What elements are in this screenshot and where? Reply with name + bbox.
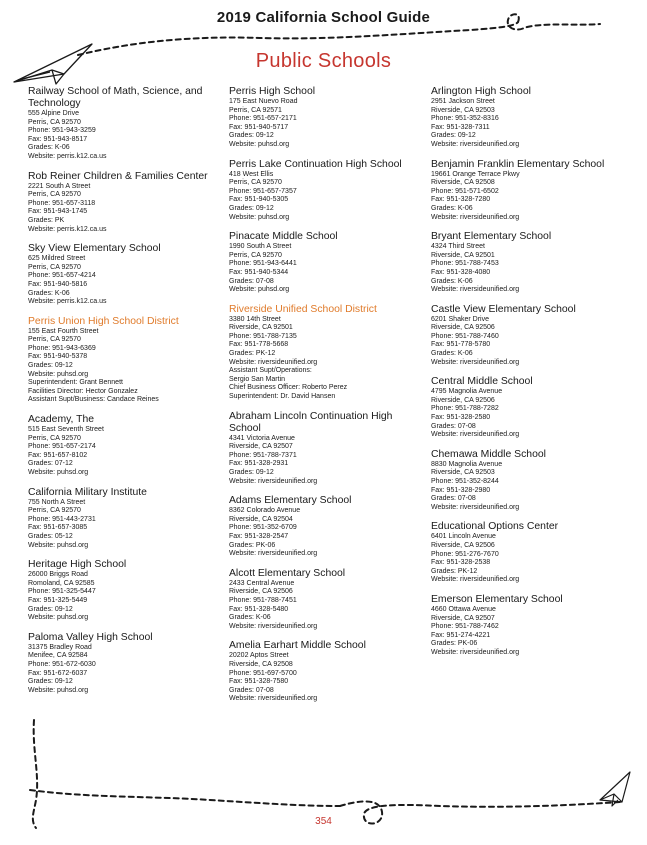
entry-detail-line: Phone: 951-657-7357	[229, 187, 297, 195]
school-name: Chemawa Middle School	[431, 448, 546, 460]
school-entry	[431, 231, 627, 295]
entry-detail-line: Grades: K-06	[431, 277, 473, 285]
entry-detail-line: Phone: 951-788-7453	[431, 260, 499, 268]
entry-detail-line: Website: perris.k12.ca.us	[28, 298, 107, 306]
entry-detail-line: Perris, CA 92571	[229, 106, 282, 114]
school-name: Railway School of Math, Science, and Technology	[28, 86, 203, 109]
school-entry	[28, 243, 224, 307]
entry-detail-line: Grades: 09-12	[28, 678, 73, 686]
school-name: Rob Reiner Children & Families Center	[28, 170, 208, 182]
entry-detail-line: Website: riversideunified.org	[229, 358, 318, 366]
entry-detail-line: Fax: 951-778-5780	[431, 341, 491, 349]
entry-detail-line: Chief Business Officer: Roberto Perez	[229, 384, 348, 392]
entry-detail-line: Phone: 951-943-6441	[229, 260, 297, 268]
entry-detail-line: Website: riversideunified.org	[431, 648, 520, 656]
entry-detail-line: Website: riversideunified.org	[431, 358, 520, 366]
page-number: 354	[315, 816, 332, 827]
school-entry	[431, 304, 627, 368]
entry-detail-line: Grades: PK	[28, 216, 65, 224]
school-name: Heritage High School	[28, 559, 127, 571]
entry-detail-line: 26000 Briggs Road	[28, 571, 88, 579]
entry-detail-line: Fax: 951-657-3085	[28, 524, 88, 532]
entry-detail-line: Fax: 951-940-5344	[229, 268, 289, 276]
entry-detail-line: 1990 South A Street	[229, 243, 292, 251]
school-entry	[28, 86, 224, 162]
entry-detail-line: Grades: K-06	[431, 350, 473, 358]
entry-detail-line: Phone: 951-672-6030	[28, 660, 96, 668]
school-name: Alcott Elementary School	[229, 567, 346, 579]
school-entry	[431, 159, 627, 223]
entry-detail-line: Phone: 951-943-6369	[28, 344, 96, 352]
entry-detail-line: Fax: 951-328-7580	[229, 678, 289, 686]
entry-detail-line: 755 North A Street	[28, 498, 86, 506]
entry-detail-line: Phone: 951-943-3259	[28, 127, 96, 135]
entry-detail-line: 31375 Bradley Road	[28, 643, 92, 651]
entry-detail-line: Fax: 951-328-7311	[431, 123, 490, 131]
school-entry	[28, 632, 224, 696]
entry-detail-line: 175 East Nuevo Road	[229, 98, 298, 105]
school-entry	[431, 86, 627, 150]
entry-detail-line: Website: riversideunified.org	[431, 286, 520, 294]
entry-detail-line: Website: riversideunified.org	[229, 550, 318, 558]
entry-detail-line: Riverside, CA 92508	[431, 179, 495, 187]
entry-detail-line: Fax: 951-940-5305	[229, 196, 289, 204]
entry-detail-line: Grades: 09-12	[28, 605, 73, 613]
page-header-title: 2019 California School Guide	[216, 9, 431, 26]
entry-detail-line: Perris, CA 92570	[28, 118, 81, 126]
entry-detail-line: Riverside, CA 92503	[431, 106, 495, 114]
school-entry	[431, 521, 627, 585]
entry-detail-line: Facilities Director: Hector Gonzalez	[28, 387, 138, 395]
entry-detail-line: 155 East Fourth Street	[28, 327, 99, 335]
entry-detail-line: Phone: 951-788-7282	[431, 405, 499, 413]
school-entry	[229, 86, 425, 150]
entry-detail-line: Phone: 951-352-8316	[431, 115, 499, 123]
entry-detail-line: 4795 Magnolia Avenue	[431, 388, 503, 396]
district-entry	[28, 316, 224, 405]
entry-detail-line: Grades: 09-12	[229, 132, 274, 140]
entry-detail-line: Grades: 05-12	[28, 532, 73, 540]
school-name: Paloma Valley High School	[28, 631, 153, 643]
entry-detail-line: Grades: PK-12	[229, 350, 276, 358]
school-entry	[28, 414, 224, 478]
school-entry	[431, 376, 627, 440]
entry-detail-line: Phone: 951-571-6502	[431, 187, 499, 195]
entry-detail-line: Phone: 951-657-3118	[28, 199, 96, 207]
entry-detail-line: Riverside, CA 92504	[229, 515, 293, 523]
entry-detail-line: Riverside, CA 92506	[229, 588, 293, 596]
entry-detail-line: Grades: 07-08	[431, 422, 476, 430]
school-name: Emerson Elementary School	[431, 593, 563, 605]
entry-detail-line: Grades: 09-12	[28, 362, 73, 370]
entry-detail-line: Fax: 951-328-2931	[229, 460, 289, 468]
entry-detail-line: Phone: 951-657-2171	[229, 115, 297, 123]
school-entry	[229, 231, 425, 295]
entry-detail-line: Grades: K-06	[229, 614, 271, 622]
entry-detail-line: 4341 Victoria Avenue	[229, 434, 295, 442]
entry-detail-line: 2221 South A Street	[28, 182, 91, 190]
entry-detail-line: Grades: 07-12	[28, 460, 73, 468]
entry-detail-line: Website: puhsd.org	[229, 213, 290, 221]
entry-detail-line: Riverside, CA 92507	[229, 443, 293, 451]
entry-detail-line: Grades: PK-06	[431, 640, 478, 648]
entry-detail-line: 6201 Shaker Drive	[431, 315, 489, 323]
entry-detail-line: Website: perris.k12.ca.us	[28, 152, 107, 160]
entry-detail-line: Fax: 951-672-6037	[28, 669, 88, 677]
school-name: Educational Options Center	[431, 521, 559, 533]
entry-detail-line: Perris, CA 92570	[28, 263, 81, 271]
entry-detail-line: Fax: 951-328-4080	[431, 268, 491, 276]
entry-detail-line: Phone: 951-352-6709	[229, 524, 297, 532]
entry-detail-line: 3380 14th Street	[229, 315, 281, 323]
school-name: Adams Elementary School	[229, 495, 352, 507]
entry-detail-line: Fax: 951-778-5668	[229, 341, 289, 349]
entry-detail-line: Romoland, CA 92585	[28, 579, 95, 587]
entry-detail-line: Phone: 951-352-8244	[431, 478, 499, 485]
entry-detail-line: Riverside, CA 92501	[229, 324, 293, 332]
entry-detail-line: Fax: 951-657-8102	[28, 451, 88, 459]
entry-detail-line: Riverside, CA 92506	[431, 541, 495, 549]
entry-detail-line: Website: puhsd.org	[229, 286, 290, 294]
entry-detail-line: Phone: 951-443-2731	[28, 515, 96, 523]
school-entry	[229, 495, 425, 559]
entry-detail-line: 8830 Magnolia Avenue	[431, 460, 503, 468]
entry-detail-line: Riverside, CA 92506	[431, 396, 495, 404]
entry-detail-line: Riverside, CA 92503	[431, 469, 495, 477]
school-entry	[431, 449, 627, 513]
school-name: Arlington High School	[431, 86, 531, 97]
entry-detail-line: Fax: 951-328-5480	[229, 605, 289, 613]
entry-detail-line: 6401 Lincoln Avenue	[431, 533, 496, 541]
entry-detail-line: Phone: 951-697-5700	[229, 669, 297, 677]
school-entry	[28, 171, 224, 235]
entry-detail-line: Riverside, CA 92506	[431, 324, 495, 332]
entry-detail-line: Fax: 951-328-2547	[229, 532, 289, 540]
entry-detail-line: Fax: 951-274-4221	[431, 631, 491, 639]
district-name: Perris Union High School District	[28, 315, 179, 327]
entry-detail-line: Riverside, CA 92501	[431, 251, 495, 259]
entry-detail-line: 2951 Jackson Street	[431, 98, 495, 105]
entry-detail-line: Fax: 951-328-2980	[431, 486, 491, 494]
entry-detail-line: Assistant Supt/Operations:	[229, 367, 312, 375]
entry-detail-line: Phone: 951-788-7460	[431, 332, 499, 340]
school-name: Central Middle School	[431, 376, 533, 388]
entry-detail-line: Website: riversideunified.org	[431, 140, 520, 148]
school-entry	[28, 487, 224, 551]
entry-detail-line: Grades: 07-08	[431, 495, 476, 503]
school-entry	[229, 568, 425, 632]
school-name: Castle View Elementary School	[431, 303, 576, 315]
entry-detail-line: Grades: 09-12	[431, 132, 476, 140]
directory-column-2	[229, 86, 425, 713]
entry-detail-line: Superintendent: Grant Bennett	[28, 379, 123, 387]
entry-detail-line: 20202 Aptos Street	[229, 652, 289, 660]
entry-detail-line: Phone: 951-788-7462	[431, 623, 499, 631]
entry-detail-line: Website: riversideunified.org	[229, 622, 318, 630]
entry-detail-line: Grades: 09-12	[229, 204, 274, 212]
school-name: Bryant Elementary School	[431, 231, 552, 243]
entry-detail-line: Perris, CA 92570	[229, 179, 282, 187]
entry-detail-line: Website: riversideunified.org	[229, 477, 318, 485]
school-name: Benjamin Franklin Elementary School	[431, 158, 605, 170]
entry-detail-line: 19661 Orange Terrace Pkwy	[431, 170, 520, 178]
entry-detail-line: Grades: 07-08	[229, 277, 274, 285]
paper-airplane-icon	[600, 772, 630, 806]
school-name: Perris High School	[229, 86, 316, 97]
school-name: Amelia Earhart Middle School	[229, 640, 366, 652]
entry-detail-line: Sergio San Martin	[229, 375, 286, 383]
entry-detail-line: Fax: 951-325-5449	[28, 596, 88, 604]
school-name: Pinacate Middle School	[229, 231, 338, 243]
school-name: Abraham Lincoln Continuation High School	[229, 410, 393, 434]
entry-detail-line: Website: puhsd.org	[28, 469, 89, 476]
entry-detail-line: 418 West Ellis	[229, 170, 274, 178]
district-name: Riverside Unified School District	[229, 303, 377, 315]
school-entry	[229, 411, 425, 487]
entry-detail-line: Perris, CA 92570	[229, 251, 282, 259]
district-entry	[229, 304, 425, 402]
entry-detail-line: Website: riversideunified.org	[431, 576, 520, 584]
entry-detail-line: 555 Alpine Drive	[28, 110, 79, 117]
entry-detail-line: Grades: 09-12	[229, 469, 274, 476]
entry-detail-line: 625 Mildred Street	[28, 255, 86, 263]
entry-detail-line: Phone: 951-325-5447	[28, 588, 96, 596]
entry-detail-line: Perris, CA 92570	[28, 191, 81, 199]
entry-detail-line: Website: riversideunified.org	[431, 213, 520, 221]
school-name: California Military Institute	[28, 486, 147, 498]
entry-detail-line: 4324 Third Street	[431, 243, 485, 251]
entry-detail-line: 8362 Colorado Avenue	[229, 507, 301, 515]
entry-detail-line: Perris, CA 92570	[28, 507, 81, 515]
entry-detail-line: Superintendent: Dr. David Hansen	[229, 393, 336, 401]
entry-detail-line: Fax: 951-940-5816	[28, 280, 88, 288]
entry-detail-line: Riverside, CA 92507	[431, 614, 495, 622]
entry-detail-line: Website: puhsd.org	[229, 140, 290, 148]
entry-detail-line: Fax: 951-940-5717	[229, 123, 289, 131]
entry-detail-line: Phone: 951-788-7371	[229, 451, 297, 459]
entry-detail-line: Grades: PK-12	[431, 567, 478, 575]
entry-detail-line: Phone: 951-657-4214	[28, 272, 96, 280]
entry-detail-line: Website: puhsd.org	[28, 541, 89, 549]
entry-detail-line: Grades: 07-08	[229, 686, 274, 694]
directory-column-1	[28, 86, 224, 704]
entry-detail-line: Website: puhsd.org	[28, 370, 89, 378]
entry-detail-line: Phone: 951-657-2174	[28, 443, 96, 451]
entry-detail-line: Grades: K-06	[28, 289, 70, 297]
section-title: Public Schools	[255, 50, 392, 72]
school-name: Sky View Elementary School	[28, 243, 161, 255]
entry-detail-line: 4660 Ottawa Avenue	[431, 605, 496, 613]
entry-detail-line: Phone: 951-788-7451	[229, 596, 297, 604]
school-entry	[229, 159, 425, 223]
entry-detail-line: Grades: K-06	[431, 204, 473, 212]
school-entry	[229, 640, 425, 704]
school-name: Academy, The	[28, 414, 95, 426]
entry-detail-line: Website: riversideunified.org	[229, 695, 318, 703]
entry-detail-line: Fax: 951-943-8517	[28, 135, 88, 143]
entry-detail-line: Assistant Supt/Business: Candace Reines	[28, 396, 159, 404]
entry-detail-line: Fax: 951-328-7280	[431, 196, 491, 204]
school-entry	[28, 559, 224, 623]
entry-detail-line: Fax: 951-943-1745	[28, 208, 88, 216]
entry-detail-line: Website: riversideunified.org	[431, 431, 520, 439]
entry-detail-line: Fax: 951-328-2580	[431, 414, 491, 422]
entry-detail-line: Perris, CA 92570	[28, 336, 81, 344]
entry-detail-line: Fax: 951-940-5378	[28, 353, 88, 361]
entry-detail-line: Perris, CA 92570	[28, 434, 81, 442]
entry-detail-line: Website: puhsd.org	[28, 686, 89, 694]
entry-detail-line: Phone: 951-276-7670	[431, 550, 499, 558]
school-entry	[431, 594, 627, 658]
entry-detail-line: Riverside, CA 92508	[229, 660, 293, 668]
entry-detail-line: Fax: 951-328-2538	[431, 559, 491, 567]
entry-detail-line: Grades: K-06	[28, 144, 70, 152]
entry-detail-line: Website: puhsd.org	[28, 614, 89, 622]
entry-detail-line: Website: perris.k12.ca.us	[28, 225, 107, 233]
entry-detail-line: Menifee, CA 92584	[28, 652, 88, 660]
entry-detail-line: Phone: 951-788-7135	[229, 332, 297, 340]
entry-detail-line: 2433 Central Avenue	[229, 579, 295, 587]
directory-column-3	[431, 86, 627, 667]
entry-detail-line: Website: riversideunified.org	[431, 503, 520, 511]
entry-detail-line: Grades: PK-06	[229, 541, 276, 549]
entry-detail-line: 515 East Seventh Street	[28, 426, 104, 434]
school-name: Perris Lake Continuation High School	[229, 158, 402, 170]
